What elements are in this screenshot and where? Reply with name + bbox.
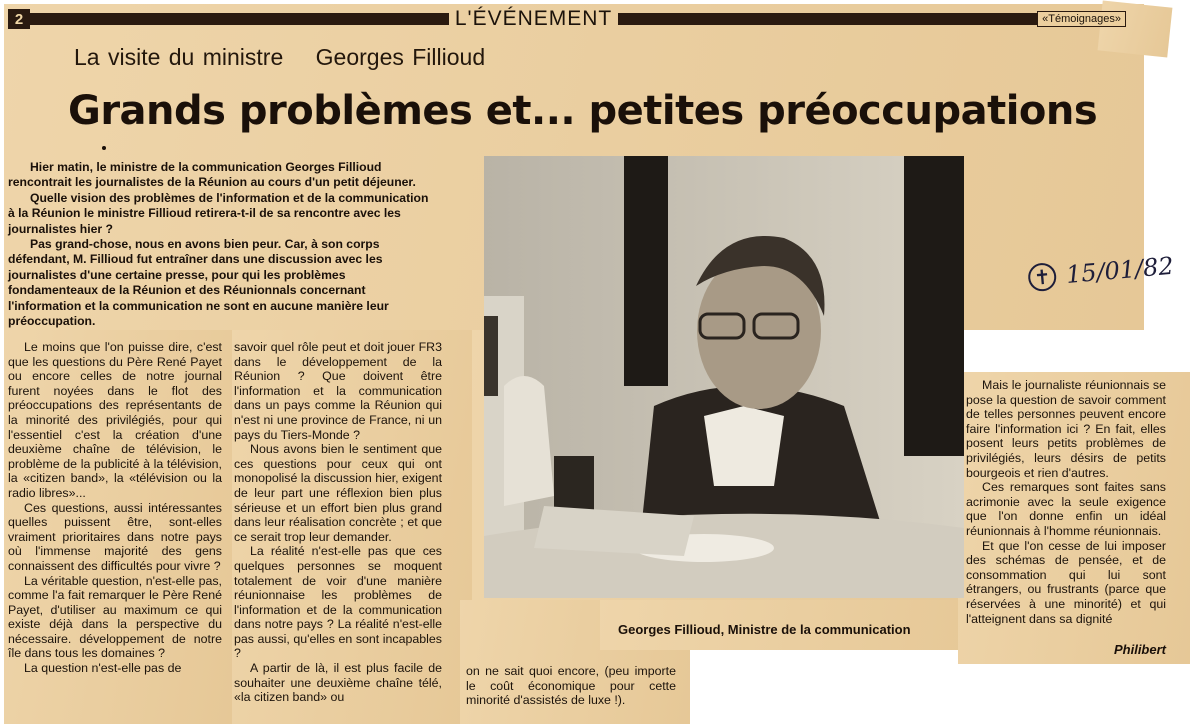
header-rule-left — [30, 13, 449, 25]
kicker — [74, 44, 485, 71]
paragraph: on ne sait quoi encore, (peu importe le coût économique pour cette minorité d'assistés de luxe !). — [466, 664, 676, 708]
lead-line: Pas grand-chose, nous en avons bien peur. Car, à son corps défendant, M. Fillioud fut entraîner dans une discussion avec les journalistes d'une certaine presse, pour qui les problèmes fondamenteaux de la Réunion et des Réunionnals concernant l'information et la communication ne sont en aucune manière leur préoccupation. — [8, 237, 389, 329]
section-header — [8, 8, 1126, 30]
paragraph: Et que l'on cesse de lui imposer des schémas de pensée, et de consommation qui lui sont étrangers, ou frustrants (parce que réservées à une minorité) et qui l'atteignent dans sa dignité — [966, 538, 1166, 626]
lead-paragraph — [8, 160, 436, 329]
page-number: 2 — [8, 9, 30, 29]
lead-line: Hier matin, le ministre de la communication Georges Fillioud rencontrait les journalistes de la Réunion au cours d'un petit déjeuner. — [8, 160, 416, 190]
paragraph: Nous avons bien le sentiment que ces questions pour ceux qui ont monopolisé la discussion hier, exigent de leur part une réflexion bien plus sérieuse et un effort bien plus grand dans leur réalisation concrète ; et que ce serait trop leur demander. — [234, 442, 443, 544]
column-2 — [234, 340, 442, 705]
column-4 — [966, 378, 1166, 626]
photo-illustration — [484, 156, 964, 598]
paragraph: Le moins que l'on puisse dire, c'est que les questions du Père René Payet ou encore celles de notre journal furent noyées dans le flot des préoccupations des représentants de la minorité des privilégiés, pour qui l'essentiel c'est la création d'une deuxième chaîne de télévision, le problème de la publicité à la télévision, la «citizen band», la «télévision ou la radio libres»... — [8, 340, 222, 500]
handwritten-date-text: 15/01/82 — [1064, 251, 1175, 289]
author-signature: Philibert — [1113, 642, 1166, 657]
paragraph: La véritable question, n'est-elle pas, comme l'a fait remarquer le Père René Payet, d'utiliser au maximum ce qui existe déjà dans la perspective du nécessaire. développement de notre île dans tous les domaines ? — [8, 573, 222, 661]
ink-dot — [102, 146, 106, 150]
paragraph: Ces remarques sont faites sans acrimonie avec la seule exigence que l'on donne enfin un idéal réunionnais à l'homme réunionnais. — [966, 480, 1166, 538]
column-1 — [8, 340, 222, 676]
rubric-label: «Témoignages» — [1037, 11, 1126, 27]
paragraph: A partir de là, il est plus facile de souhaiter une deuxième chaîne télé, «la citizen band» ou — [234, 661, 442, 705]
kicker-text: La visite du ministre — [74, 44, 284, 70]
paragraph: savoir quel rôle peut et doit jouer FR3 dans le développement de la Réunion ? Que doivent être l'information et la communication dans un pays comme la Réunion qui n'est ni une province de France, ni un pays du Tiers-Monde ? — [234, 340, 442, 442]
minister-photo — [484, 156, 964, 598]
column-3 — [466, 664, 676, 708]
lead-line: Quelle vision des problèmes de l'information et de la communication à la Réunion le ministre Fillioud retirera-t-il de sa rencontre avec les journalistes hier ? — [8, 190, 429, 236]
kicker-name: Georges Fillioud — [315, 44, 486, 70]
paragraph: Ces questions, aussi intéressantes quelles puissent être, sont-elles vraiment prioritaires dans notre pays où l'immense majorité des gens connaissent des difficultés pour vivre ? — [8, 500, 222, 573]
cross-icon: ✝ — [1027, 262, 1057, 292]
paragraph: La question n'est-elle pas de — [24, 661, 182, 676]
headline: Grands problèmes et... petites préoccupations — [68, 88, 1098, 134]
paragraph: Mais le journaliste réunionnais se pose la question de savoir comment de telles personnes peuvent encore faire l'information ici ? En fait, elles posent leurs petits problèmes de privilégiés, leurs désirs de petits bourgeois et rien d'autres. — [966, 378, 1166, 480]
photo-caption: Georges Fillioud, Ministre de la communication — [618, 622, 911, 637]
header-rule-right — [618, 13, 1037, 25]
section-title: L'ÉVÉNEMENT — [454, 7, 613, 30]
paragraph: La réalité n'est-elle pas que ces quelques personnes se moquent totalement de voir d'une manière réunionnaise les problèmes de l'information et de la communication dans notre pays ? La réalité n'est-elle pas aussi, qu'elles en sont incapables ? — [234, 544, 442, 661]
